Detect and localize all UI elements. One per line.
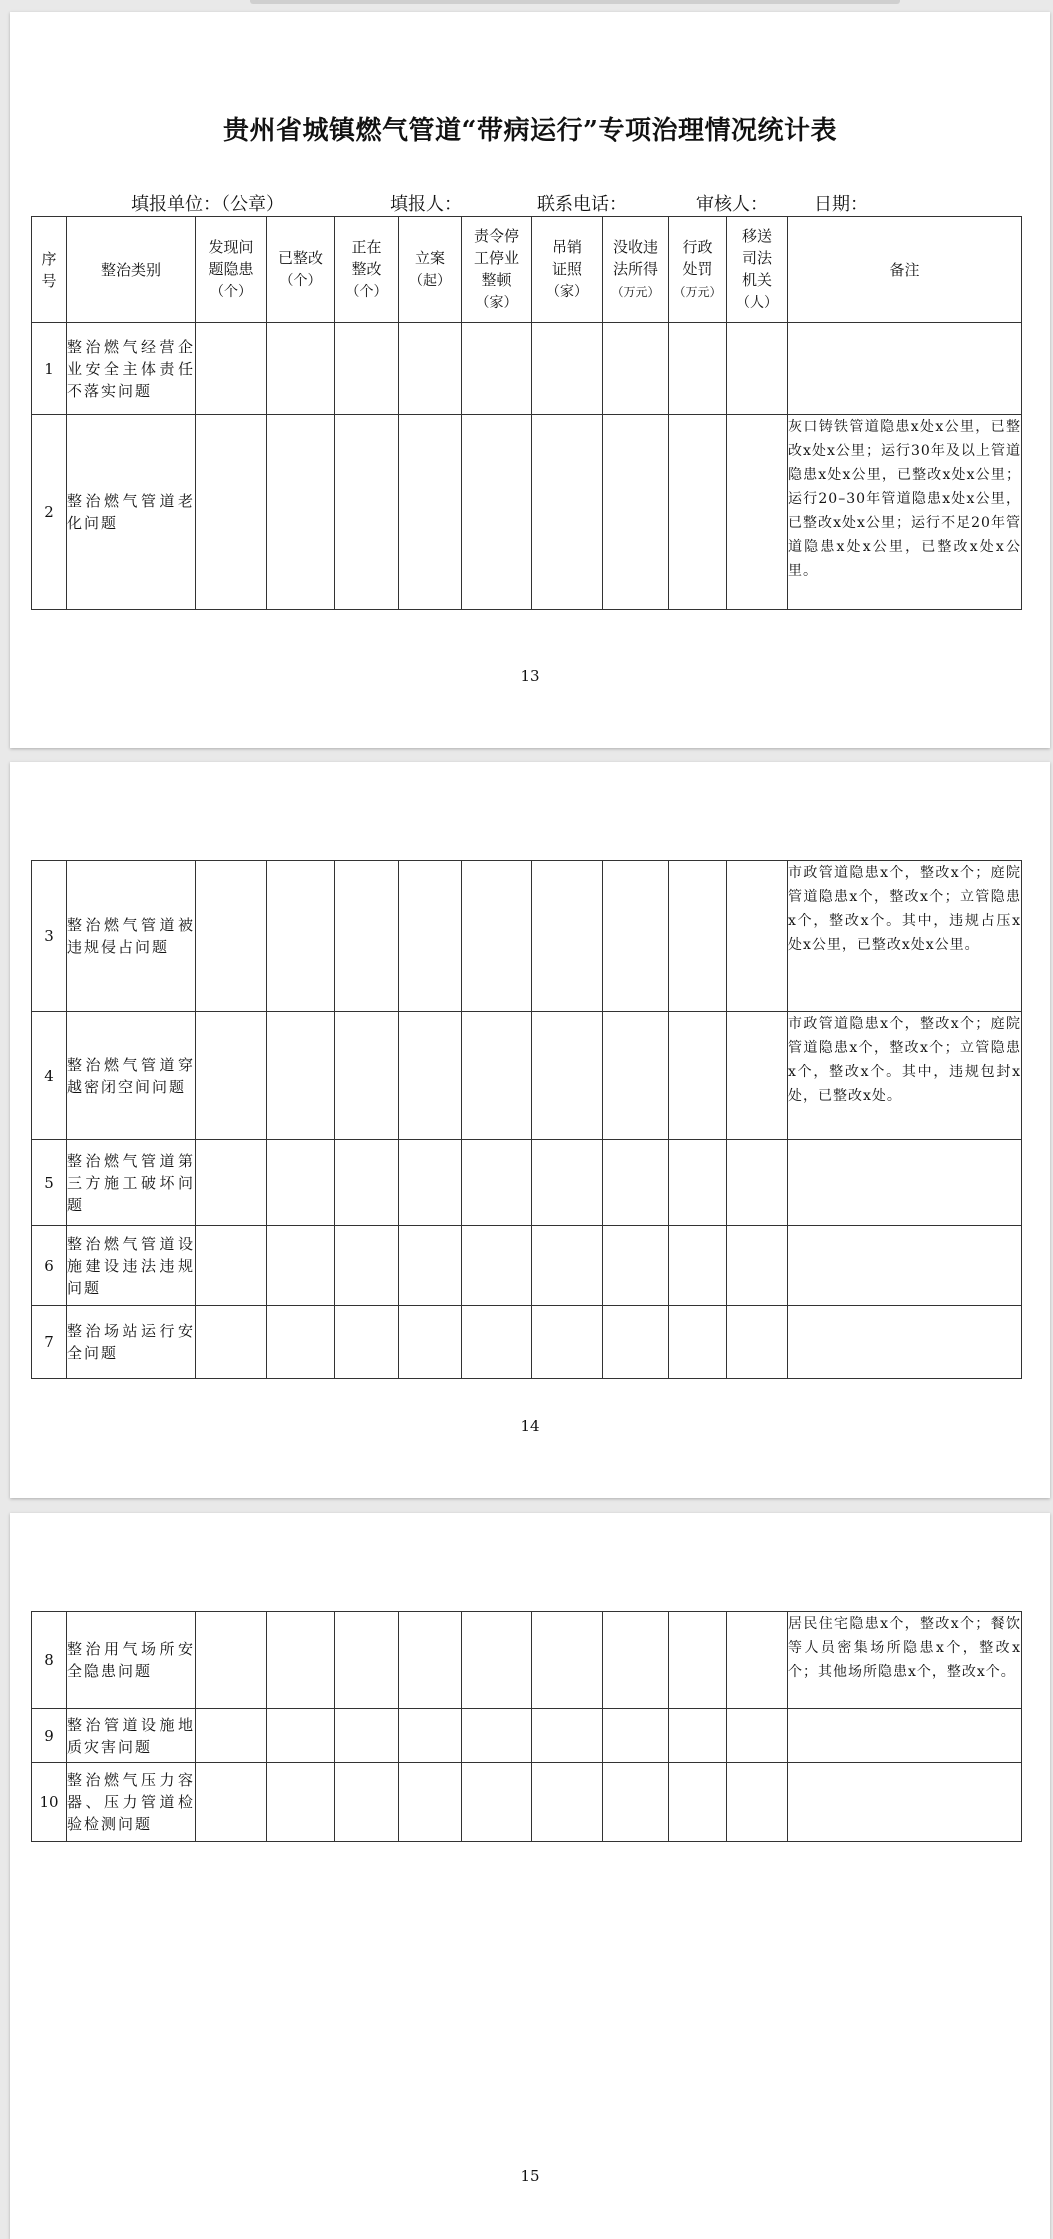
row-note [788,1709,1022,1763]
header-penalty: 行政 处罚 （万元） [669,217,727,323]
row-category: 整治场站运行安全问题 [67,1306,196,1379]
table-row [32,1612,1022,1709]
page-number: 15 [520,2167,540,2185]
page-number: 13 [520,667,540,685]
header-remarks: 备注 [788,217,1022,323]
row-note [788,1306,1022,1379]
table-row [32,415,1022,610]
fill-reviewer-label: 审核人： [696,194,768,215]
table-row [32,1012,1022,1140]
row-category: 整治燃气管道被违规侵占问题 [67,861,196,1012]
row-note: 市政管道隐患x个，整改x个；庭院管道隐患x个，整改x个；立管隐患x个，整改x个。其中，违规包封x处，已整改x处。 [788,1012,1022,1140]
row-category: 整治用气场所安全隐患问题 [67,1612,196,1709]
table-row [32,1709,1022,1763]
header-transferred: 移送 司法 机关 （人） [727,217,788,323]
header-found: 发现问 题隐患 （个） [196,217,267,323]
row-category: 整治燃气管道第三方施工破坏问题 [67,1140,196,1226]
row-seq: 1 [32,323,67,415]
fill-unit-label: 填报单位：（公章） [131,194,284,215]
fill-reporter-label: 填报人： [390,194,462,215]
row-note [788,1763,1022,1842]
row-note [788,1226,1022,1306]
row-category: 整治管道设施地质灾害问题 [67,1709,196,1763]
row-note: 市政管道隐患x个，整改x个；庭院管道隐患x个，整改x个；立管隐患x个，整改x个。其中，违规占压x处x公里，已整改x处x公里。 [788,861,1022,1012]
row-category: 整治燃气管道穿越密闭空间问题 [67,1012,196,1140]
header-filed: 立案 （起） [399,217,462,323]
header-rectified: 已整改 （个） [267,217,335,323]
row-seq: 6 [32,1226,67,1306]
header-suspended: 责令停 工停业 整顿 （家） [462,217,532,323]
row-seq: 8 [32,1612,67,1709]
statistics-table-page-15 [31,1611,1022,1842]
viewer-top-edge [250,0,900,4]
row-category: 整治燃气压力容器、压力管道检验检测问题 [67,1763,196,1842]
row-seq: 3 [32,861,67,1012]
row-note: 灰口铸铁管道隐患x处x公里，已整改x处x公里；运行30年及以上管道隐患x处x公里，已整改x处x公里；运行20–30年管道隐患x处x公里，已整改x处x公里；运行不足20年管道隐患x处x公里，已整改x处x公里。 [788,415,1022,610]
statistics-table-page-14 [31,860,1022,1379]
row-note [788,1140,1022,1226]
document-title: 贵州省城镇燃气管道“带病运行”专项治理情况统计表 [223,116,837,146]
row-note [788,323,1022,415]
row-seq: 4 [32,1012,67,1140]
header-category: 整治类别 [67,217,196,323]
row-category: 整治燃气经营企业安全主体责任不落实问题 [67,323,196,415]
row-seq: 2 [32,415,67,610]
table-row [32,1140,1022,1226]
row-note: 居民住宅隐患x个，整改x个；餐饮等人员密集场所隐患x个，整改x个；其他场所隐患x个，整改x个。 [788,1612,1022,1709]
row-seq: 7 [32,1306,67,1379]
table-row [32,1226,1022,1306]
table-row [32,323,1022,415]
document-page-14 [10,762,1050,1498]
table-row [32,861,1022,1012]
header-seq: 序 号 [32,217,67,323]
header-revoked: 吊销 证照 （家） [532,217,603,323]
statistics-table-page-13 [31,216,1022,610]
table-row [32,1763,1022,1842]
document-page-13 [10,12,1050,748]
header-rectifying: 正在 整改 （个） [335,217,399,323]
page-number: 14 [520,1417,540,1435]
table-header-row [32,217,1022,323]
fill-phone-label: 联系电话： [537,194,627,215]
row-category: 整治燃气管道设施建设违法违规问题 [67,1226,196,1306]
row-category: 整治燃气管道老化问题 [67,415,196,610]
row-seq: 10 [32,1763,67,1842]
document-page-15 [10,1513,1050,2239]
row-seq: 9 [32,1709,67,1763]
fill-date-label: 日期： [814,194,868,215]
header-confiscated: 没收违 法所得 （万元） [603,217,669,323]
table-row [32,1306,1022,1379]
row-seq: 5 [32,1140,67,1226]
